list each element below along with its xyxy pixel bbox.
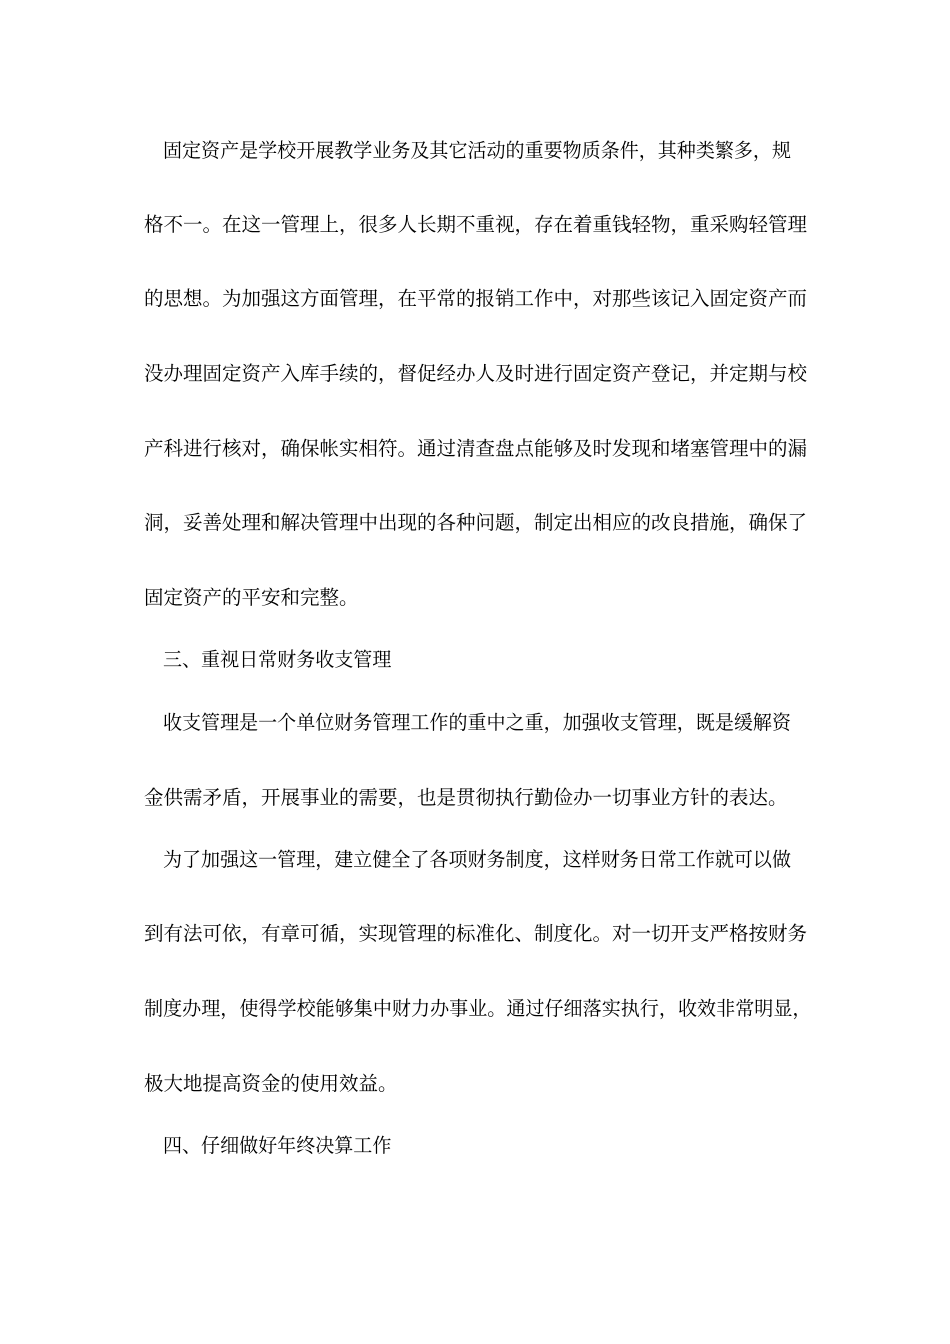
paragraph-line: 固定资产是学校开展教学业务及其它活动的重要物质条件，其种类繁多，规: [163, 139, 792, 162]
paragraph-line: 没办理固定资产入库手续的，督促经办人及时进行固定资产登记，并定期与校: [144, 362, 808, 385]
paragraph-line: 洞，妥善处理和解决管理中出现的各种问题，制定出相应的改良措施，确保了: [144, 511, 808, 534]
paragraph-line: 为了加强这一管理，建立健全了各项财务制度，这样财务日常工作就可以做: [163, 848, 792, 871]
paragraph-line: 固定资产的平安和完整。: [144, 586, 359, 609]
paragraph-line: 制度办理，使得学校能够集中财力办事业。通过仔细落实执行，收效非常明显，: [144, 997, 812, 1020]
paragraph-line: 的思想。为加强这方面管理，在平常的报销工作中，对那些该记入固定资产而: [144, 287, 808, 310]
paragraph-line: 到有法可依，有章可循，实现管理的标准化、制度化。对一切开支严格按财务: [144, 922, 808, 945]
paragraph-line: 产科进行核对，确保帐实相符。通过清查盘点能够及时发现和堵塞管理中的漏: [144, 437, 808, 460]
paragraph-line: 收支管理是一个单位财务管理工作的重中之重，加强收支管理，既是缓解资: [163, 711, 792, 734]
section-heading: 四、仔细做好年终决算工作: [163, 1134, 392, 1157]
section-heading: 三、重视日常财务收支管理: [163, 648, 392, 671]
paragraph-line: 极大地提高资金的使用效益。: [144, 1072, 398, 1095]
paragraph-line: 金供需矛盾，开展事业的需要，也是贯彻执行勤俭办一切事业方针的表达。: [144, 786, 788, 809]
paragraph-line: 格不一。在这一管理上，很多人长期不重视，存在着重钱轻物，重采购轻管理: [144, 213, 808, 236]
